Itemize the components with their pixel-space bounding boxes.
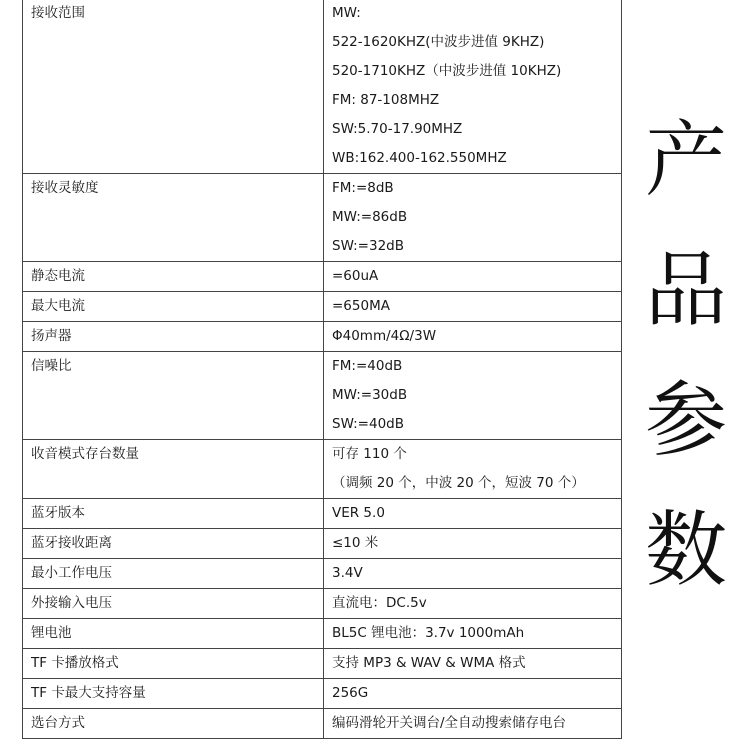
spec-value: FM:=8dB [332, 180, 394, 196]
spec-value-cell [324, 292, 622, 322]
spec-row [23, 649, 622, 679]
spec-value: SW:=40dB [332, 416, 404, 432]
spec-value-cell [324, 322, 622, 352]
side-title-char: 参 [644, 373, 727, 468]
spec-value: 可存 110 个 [332, 446, 407, 462]
spec-label: 选台方式 [31, 715, 85, 731]
spec-label-cell [23, 619, 324, 649]
spec-value: 3.4V [332, 565, 363, 581]
spec-value: MW: [332, 5, 361, 21]
spec-value-cell [324, 174, 622, 262]
spec-row [23, 679, 622, 709]
spec-value: 直流电：DC.5v [332, 595, 427, 611]
spec-row [23, 589, 622, 619]
spec-value: BL5C 锂电池：3.7v 1000mAh [332, 625, 525, 641]
spec-value-cell [324, 499, 622, 529]
spec-label: TF 卡播放格式 [31, 655, 119, 671]
spec-value: ≤10 米 [332, 535, 379, 551]
spec-label-cell [23, 322, 324, 352]
spec-label-cell [23, 559, 324, 589]
spec-label: 蓝牙接收距离 [31, 535, 112, 551]
spec-row [23, 0, 622, 174]
spec-label: 接收灵敏度 [31, 180, 99, 196]
spec-label-cell [23, 352, 324, 440]
side-title-char: 数 [644, 503, 727, 598]
spec-value: MW:=30dB [332, 387, 408, 403]
spec-value: SW:=32dB [332, 238, 404, 254]
spec-value: SW:5.70-17.90MHZ [332, 121, 463, 137]
spec-label-cell [23, 499, 324, 529]
spec-label-cell [23, 174, 324, 262]
spec-row [23, 322, 622, 352]
spec-row [23, 529, 622, 559]
spec-value: MW:=86dB [332, 209, 408, 225]
spec-value-cell [324, 0, 622, 174]
spec-label: 外接输入电压 [31, 595, 112, 611]
spec-label: 最小工作电压 [31, 565, 112, 581]
spec-value: WB:162.400-162.550MHZ [332, 150, 507, 166]
spec-label-cell [23, 679, 324, 709]
spec-value-cell [324, 709, 622, 739]
spec-label: 扬声器 [31, 328, 72, 344]
spec-value: （调频 20 个，中波 20 个，短波 70 个） [332, 475, 585, 491]
spec-row [23, 174, 622, 262]
spec-value-cell [324, 559, 622, 589]
spec-value-cell [324, 649, 622, 679]
spec-value-cell [324, 529, 622, 559]
spec-value: FM:=40dB [332, 358, 403, 374]
spec-table-body [23, 0, 622, 739]
side-title [636, 96, 736, 616]
spec-label: 最大电流 [31, 298, 85, 314]
spec-row [23, 440, 622, 499]
spec-label: 静态电流 [31, 268, 85, 284]
spec-value: VER 5.0 [332, 505, 385, 521]
spec-value-cell [324, 679, 622, 709]
spec-label-cell [23, 709, 324, 739]
spec-value: FM: 87-108MHZ [332, 92, 440, 108]
spec-label-cell [23, 589, 324, 619]
spec-value-cell [324, 262, 622, 292]
spec-label: 蓝牙版本 [31, 505, 85, 521]
spec-label: 信噪比 [31, 358, 72, 374]
spec-label-cell [23, 292, 324, 322]
spec-label-cell [23, 529, 324, 559]
spec-row [23, 619, 622, 649]
spec-value: 522-1620KHZ(中波步进值 9KHZ) [332, 34, 545, 50]
spec-value: 编码滑轮开关调台/全自动搜索储存电台 [332, 715, 567, 731]
spec-value: 256G [332, 685, 369, 701]
side-title-char: 品 [644, 243, 727, 338]
side-title-char: 产 [644, 113, 727, 208]
spec-label: 收音模式存台数量 [31, 446, 139, 462]
spec-row [23, 352, 622, 440]
spec-label-cell [23, 649, 324, 679]
spec-label: TF 卡最大支持容量 [31, 685, 146, 701]
spec-row [23, 499, 622, 529]
spec-label: 接收范围 [31, 5, 85, 21]
spec-row [23, 292, 622, 322]
spec-label-cell [23, 440, 324, 499]
spec-value: Φ40mm/4Ω/3W [332, 328, 437, 344]
spec-value-cell [324, 352, 622, 440]
spec-value-cell [324, 619, 622, 649]
spec-row [23, 709, 622, 739]
spec-label: 锂电池 [31, 625, 72, 641]
spec-row [23, 559, 622, 589]
spec-value: =650MA [332, 298, 390, 314]
spec-value: 520-1710KHZ（中波步进值 10KHZ) [332, 63, 562, 79]
spec-label-cell [23, 0, 324, 174]
spec-value: =60uA [332, 268, 379, 284]
spec-table [22, 0, 622, 739]
spec-label-cell [23, 262, 324, 292]
spec-row [23, 262, 622, 292]
spec-value-cell [324, 440, 622, 499]
spec-value-cell [324, 589, 622, 619]
spec-value: 支持 MP3 & WAV & WMA 格式 [332, 655, 526, 671]
